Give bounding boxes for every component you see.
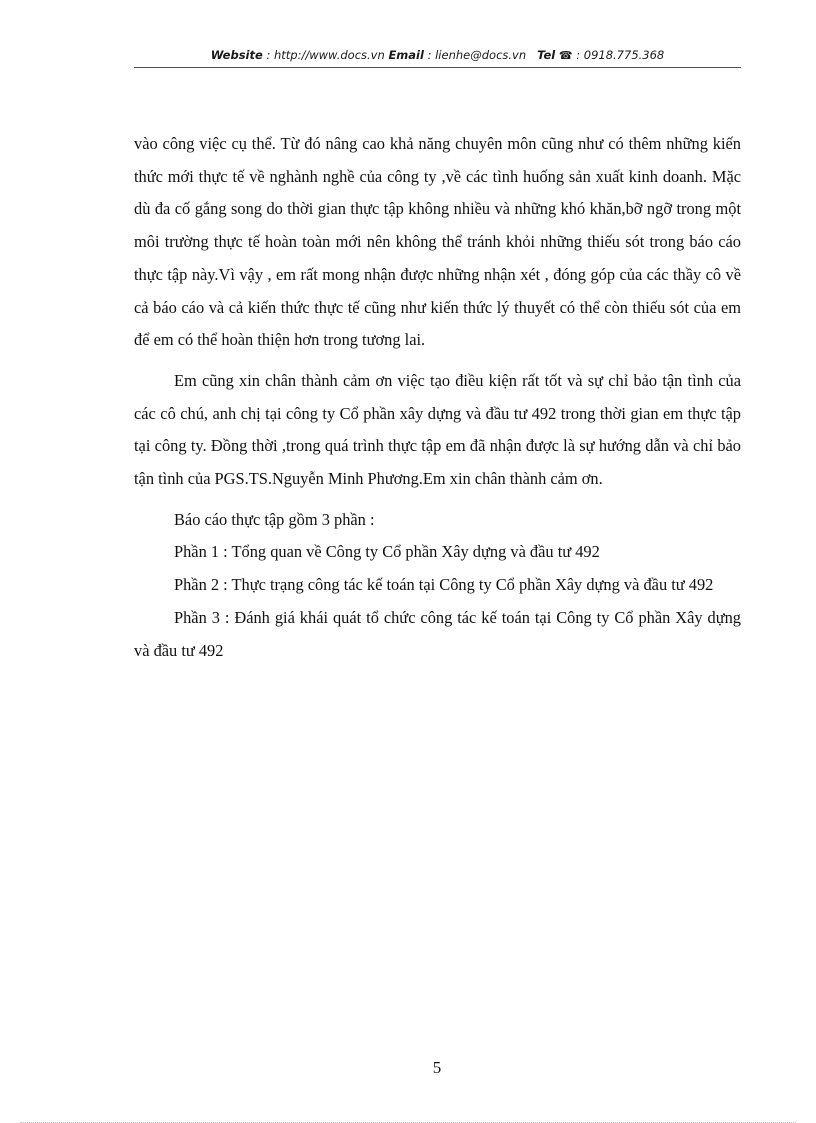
phone-icon: ☎ — [558, 49, 573, 62]
page-number: 5 — [432, 1058, 442, 1077]
website-label: Website — [210, 48, 263, 62]
email-label: Email — [388, 48, 424, 62]
email-separator: : — [423, 48, 436, 62]
list-item-part-3: Phần 3 : Đánh giá khái quát tổ chức công tác kế toán tại Công ty Cổ phần Xây dựng và đầu tư 492 — [134, 607, 741, 660]
page-header — [134, 48, 741, 66]
website-url[interactable]: http://www.docs.vn — [274, 48, 385, 62]
tel-label: Tel — [537, 48, 556, 62]
list-item-part-1: Phần 1 : Tổng quan về Công ty Cổ phần Xây dựng và đầu tư 492 — [174, 542, 600, 562]
paragraph-continuation: vào công việc cụ thể. Từ đó nâng cao khả năng chuyên môn cũng như có thêm những kiến thức mới thực tế về nghành nghề của công ty ,về các tình huống sản xuất kinh doanh. Mặc dù đa cố gắng song do thời gian thực tập không nhiều và những khó khăn,bỡ ngỡ trong một môi trường thực tế hoàn toàn mới nên không thể tránh khỏi những thiếu sót trong báo cáo thực tập này.Vì vậy , em rất mong nhận được những nhận xét , đóng góp của các thầy cô về cả báo cáo và cả kiến thức thực tế cũng như kiến thức lý thuyết có thể còn thiếu sót của em để em có thể hoàn thiện hơn trong tương lai. — [134, 134, 741, 350]
body-text — [134, 128, 741, 667]
website-separator: : — [262, 48, 274, 62]
header-divider — [134, 67, 741, 68]
paragraph-thanks: Em cũng xin chân thành cảm ơn việc tạo điều kiện rất tốt và sự chỉ bảo tận tình của các cô chú, anh chị tại công ty Cổ phần xây dựng và đầu tư 492 trong thời gian em thực tập tại công ty. Đồng thời ,trong quá trình thực tập em đã nhận được là sự hướng dẫn và chỉ bảo tận tình của PGS.TS.Nguyễn Minh Phương.Em xin chân thành cảm ơn. — [134, 370, 741, 489]
list-item-part-2: Phần 2 : Thực trạng công tác kế toán tại Công ty Cổ phần Xây dựng và đầu tư 492 — [174, 575, 714, 595]
paragraph-structure-intro: Báo cáo thực tập gồm 3 phần : — [174, 509, 375, 529]
email-address[interactable]: lienhe@docs.vn — [435, 48, 527, 62]
tel-number: : 0918.775.368 — [572, 48, 665, 62]
